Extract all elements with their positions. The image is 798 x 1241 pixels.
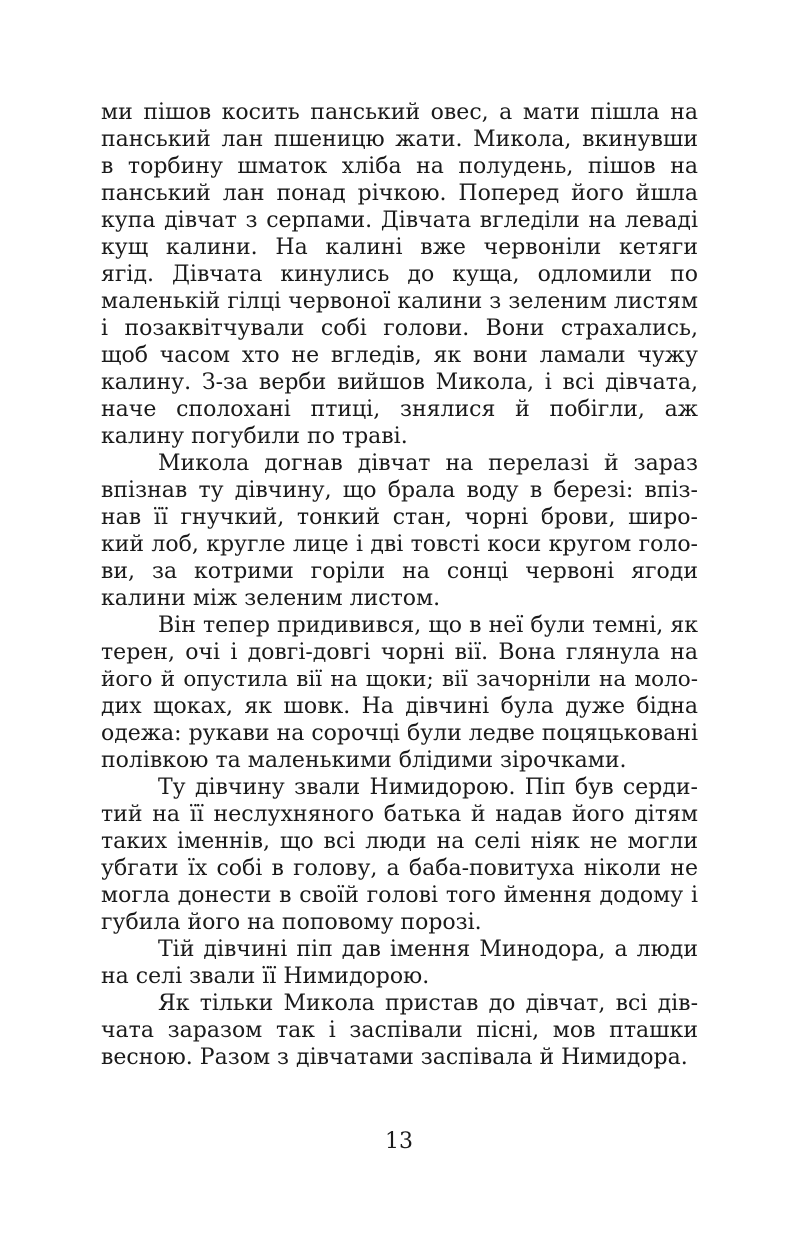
text-line: купа дівчат з серпами. Дівчата вгледіли на леваді [101, 208, 698, 233]
text-line: Як тільки Микола пристав до дівчат, всі дів- [158, 991, 698, 1016]
text-line: калину погубили по траві. [101, 424, 408, 449]
text-line: калину. З-за верби вийшов Микола, і всі дівчата, [101, 370, 698, 395]
text-line: убгати їх собі в голову, а баба-повитуха ніколи не [101, 856, 698, 881]
text-line: щоб часом хто не вгледів, як вони ламали чужу [101, 343, 698, 368]
text-line: таких іменнів, що всі люди на селі ніяк не могли [101, 829, 698, 854]
text-line: на селі звали її Нимидорою. [101, 964, 430, 989]
text-line: ми пішов косить панський овес, а мати пішла на [101, 100, 698, 125]
text-line: кущ калини. На калині вже червоніли кетяги [101, 235, 698, 260]
text-line: його й опустила вії на щоки; вії зачорніли на моло- [101, 667, 698, 692]
text-line: і позаквітчували собі голови. Вони страхались, [101, 316, 698, 341]
paragraph [101, 990, 698, 1071]
text-line: нав її гнучкий, тонкий стан, чорні брови, широ- [101, 505, 698, 530]
text-line: ви, за котрими горіли на сонці червоні ягоди [101, 559, 698, 584]
paragraph [101, 936, 698, 990]
text-line: наче сполохані птиці, знялися й побігли, аж [101, 397, 698, 422]
text-line: одежа: рукави на сорочці були ледве поцяцьковані [101, 721, 698, 746]
text-line: кий лоб, кругле лице і дві товсті коси кругом голо- [101, 532, 698, 557]
text-line: Він тепер придивився, що в неї були темні, як [158, 613, 698, 638]
body-text [101, 99, 698, 1071]
text-line: ягід. Дівчата кинулись до куща, одломили по [101, 262, 698, 287]
text-line: полівкою та маленькими блідими зірочками. [101, 748, 627, 773]
paragraph [101, 99, 698, 450]
text-line: губила його на поповому порозі. [101, 910, 482, 935]
text-line: впізнав ту дівчину, що брала воду в березі: впіз- [101, 478, 698, 503]
text-line: терен, очі і довгі-довгі чорні вії. Вона глянула на [101, 640, 698, 665]
text-line: тий на її неслухняного батька й надав його дітям [101, 802, 698, 827]
paragraph [101, 450, 698, 612]
page-number: 13 [385, 1129, 413, 1154]
text-line: весною. Разом з дівчатами заспівала й Нимидора. [101, 1045, 688, 1070]
text-line: Ту дівчину звали Нимидорою. Піп був серди- [158, 775, 698, 800]
text-line: Тій дівчині піп дав імення Минодора, а люди [158, 937, 698, 962]
text-line: чата заразом так і заспівали пісні, мов пташки [101, 1018, 698, 1043]
text-line: калини між зеленим листом. [101, 586, 441, 611]
text-line: панський лан понад річкою. Поперед його йшла [101, 181, 698, 206]
text-line: Микола догнав дівчат на перелазі й зараз [158, 451, 698, 476]
paragraph [101, 774, 698, 936]
text-line: могла донести в своїй голові того ймення додому і [101, 883, 698, 908]
text-line: дих щоках, як шовк. На дівчині була дуже бідна [101, 694, 698, 719]
paragraph [101, 612, 698, 774]
text-line: панський лан пшеницю жати. Микола, вкинувши [101, 127, 698, 152]
text-line: в торбину шматок хліба на полудень, пішов на [101, 154, 698, 179]
text-line: маленькій гілці червоної калини з зеленим листям [101, 289, 698, 314]
